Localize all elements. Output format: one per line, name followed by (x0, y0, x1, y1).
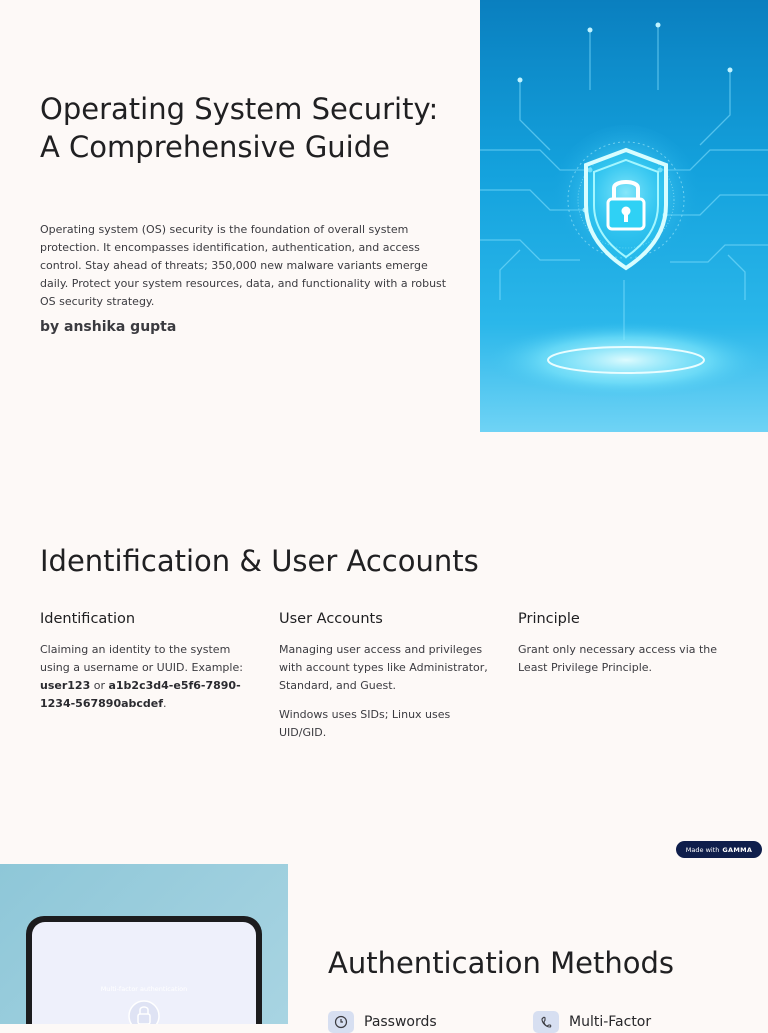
column-title: User Accounts (279, 611, 383, 627)
author-byline: by anshika gupta (40, 319, 177, 335)
column-text: Grant only necessary access via the Least Privilege Principle. (518, 643, 718, 674)
phone-screen-text: Multi-factor authentication (100, 985, 188, 993)
identification-column (40, 611, 255, 724)
auth-item-passwords (328, 1011, 437, 1033)
phone-mfa-image (0, 864, 288, 1024)
shield-lock-illustration (480, 0, 768, 432)
user-accounts-column (279, 611, 494, 753)
made-with-gamma-badge[interactable] (676, 841, 762, 858)
page-title: Operating System Security: A Comprehensive Guide (40, 92, 439, 164)
column-title: Principle (518, 611, 580, 627)
shield-lock-icon (480, 0, 768, 432)
badge-text: Made with (685, 845, 720, 854)
gamma-logo: GAMMA (722, 845, 753, 854)
column-text: Windows uses SIDs; Linux uses UID/GID. (279, 708, 451, 739)
example-username: user123 (40, 679, 91, 692)
hero-description: Operating system (OS) security is the foundation of overall system protection. It encompasses identification, authentication, and access control. Stay ahead of threats; 350,000 new malware variants emerge daily. Protect your system resources, data, and functionality with a robust OS security strategy. (40, 223, 447, 308)
auth-item-label: Passwords (364, 1014, 437, 1030)
phone-icon (533, 1011, 559, 1033)
column-title: Identification (40, 611, 136, 627)
example-uuid: a1b2c3d4-e5f6-7890-1234-567890abcdef (40, 679, 241, 710)
auth-item-label: Multi-Factor (569, 1014, 652, 1030)
section-heading-identification: Identification & User Accounts (40, 544, 479, 578)
principle-column (518, 611, 733, 688)
column-text: Managing user access and privileges with account types like Administrator, Standard, and Guest. (279, 643, 488, 692)
clock-icon (328, 1011, 354, 1033)
column-text: Claiming an identity to the system using a username or UUID. Example: user123 or a1b2c3d4-e5f6-7890-1234-567890abcdef. (40, 643, 243, 710)
auth-item-multi-factor (533, 1011, 651, 1033)
phone-icon (0, 864, 288, 1024)
section-heading-authentication: Authentication Methods (328, 946, 674, 980)
